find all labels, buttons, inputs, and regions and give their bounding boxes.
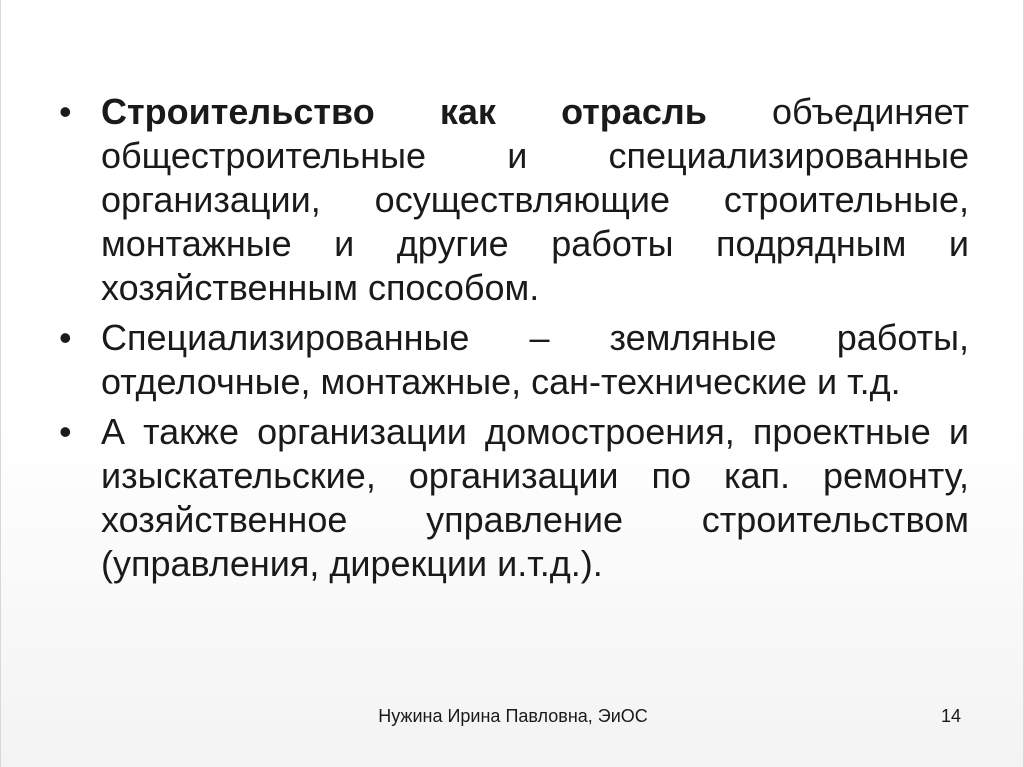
bullet-item: [59, 316, 969, 404]
bullet-icon: •: [59, 411, 72, 452]
footer-author: Нужина Ирина Павловна, ЭиОС: [378, 706, 648, 726]
bullet-item: [59, 90, 969, 310]
bullet-icon: •: [59, 317, 72, 358]
bullet-bold-text: Строительство как отрасль: [101, 91, 707, 132]
bullet-regular-text: объединяет общестроительные и специализированные организации, осуществляющие строительные, монтажные и другие работы подрядным и хозяйственным способом.: [101, 91, 969, 308]
bullet-list: [59, 90, 969, 592]
bullet-text: [101, 90, 969, 310]
page-number: 14: [940, 706, 961, 726]
bullet-icon: •: [59, 91, 72, 132]
bullet-item: [59, 410, 969, 586]
bullet-text: А также организации домостроения, проектные и изыскательские, организации по кап. ремонту, хозяйственное управление строительством (управления, дирекции и.т.д.).: [101, 411, 969, 584]
bullet-text: Специализированные – земляные работы, отделочные, монтажные, сан-технические и т.д.: [101, 317, 969, 402]
